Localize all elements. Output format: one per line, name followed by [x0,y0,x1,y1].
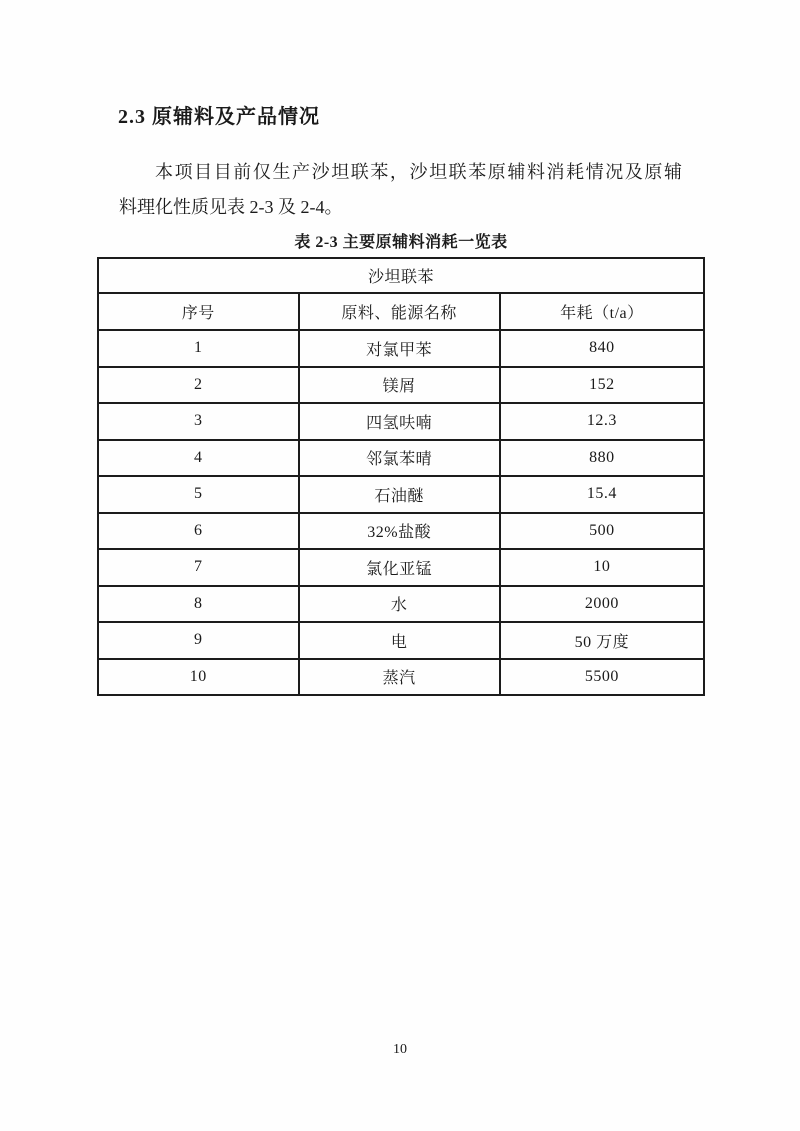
cell-material-name: 石油醚 [299,476,500,513]
cell-annual-consumption: 500 [500,513,704,550]
column-header-annual-consumption: 年耗（t/a） [500,293,704,330]
consumption-table-body [98,258,704,695]
cell-annual-consumption: 15.4 [500,476,704,513]
table-row [98,622,704,659]
cell-material-name: 镁屑 [299,367,500,404]
cell-material-name: 对氯甲苯 [299,330,500,367]
cell-index: 8 [98,586,299,623]
cell-index: 4 [98,440,299,477]
consumption-table [97,257,705,696]
table-row [98,367,704,404]
table-caption: 表 2-3 主要原辅料消耗一览表 [294,234,508,251]
cell-annual-consumption: 50 万度 [500,622,704,659]
column-header-material-name: 原料、能源名称 [299,293,500,330]
cell-index: 9 [98,622,299,659]
body-paragraph [119,155,682,225]
cell-annual-consumption: 2000 [500,586,704,623]
paragraph-line-1: 本项目目前仅生产沙坦联苯，沙坦联苯原辅料消耗情况及原辅 [155,162,682,182]
cell-index: 7 [98,549,299,586]
table-row [98,476,704,513]
cell-material-name: 电 [299,622,500,659]
table-header-row [98,293,704,330]
table-row [98,659,704,696]
table-row [98,330,704,367]
cell-index: 2 [98,367,299,404]
cell-material-name: 氯化亚锰 [299,549,500,586]
table-group-row [98,258,704,293]
table-row [98,440,704,477]
cell-material-name: 四氢呋喃 [299,403,500,440]
cell-annual-consumption: 12.3 [500,403,704,440]
table-row [98,513,704,550]
table-row [98,549,704,586]
cell-index: 3 [98,403,299,440]
cell-material-name: 邻氯苯晴 [299,440,500,477]
cell-index: 5 [98,476,299,513]
cell-annual-consumption: 10 [500,549,704,586]
cell-annual-consumption: 152 [500,367,704,404]
section-heading: 2.3 原辅料及产品情况 [118,106,320,128]
column-header-index: 序号 [98,293,299,330]
cell-material-name: 水 [299,586,500,623]
page-number: 10 [393,1042,407,1057]
cell-material-name: 32%盐酸 [299,513,500,550]
cell-annual-consumption: 880 [500,440,704,477]
cell-annual-consumption: 840 [500,330,704,367]
cell-index: 1 [98,330,299,367]
cell-material-name: 蒸汽 [299,659,500,696]
table-row [98,403,704,440]
cell-index: 10 [98,659,299,696]
cell-index: 6 [98,513,299,550]
table-row [98,586,704,623]
table-group-header: 沙坦联苯 [98,258,704,293]
cell-annual-consumption: 5500 [500,659,704,696]
paragraph-line-2: 料理化性质见表 2-3 及 2-4。 [119,197,343,217]
